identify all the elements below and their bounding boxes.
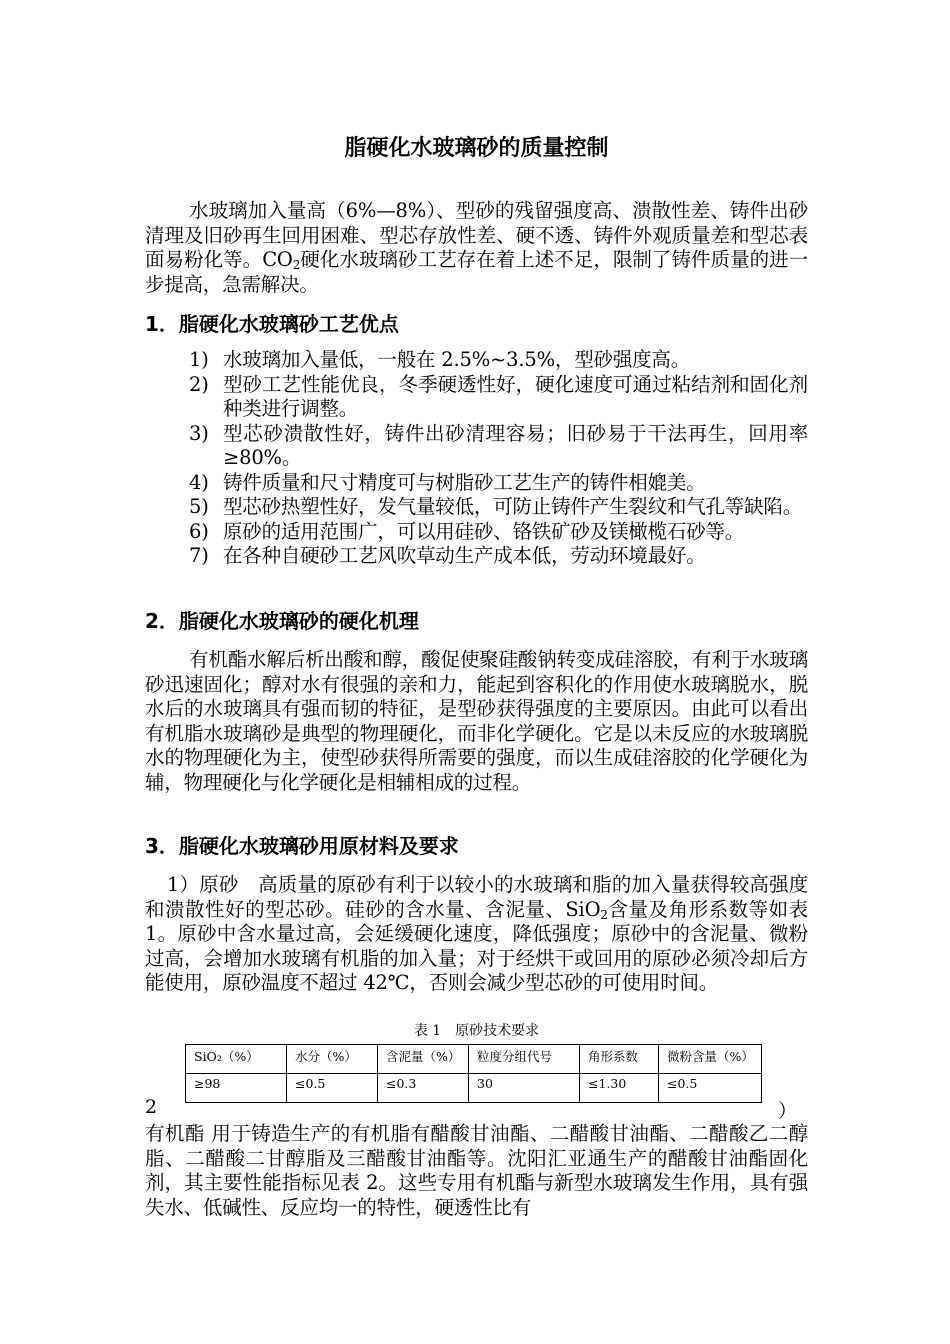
list-item-text: 原砂的适用范围广，可以用硅砂、铬铁矿砂及镁橄榄石砂等。 (223, 519, 745, 543)
list-item (145, 422, 808, 471)
table-caption: 表 1 原砂技术要求 (413, 1023, 540, 1039)
table-cell: ≤0.5 (287, 1074, 378, 1103)
section1-heading: 1．脂硬化水玻璃砂工艺优点 (145, 312, 399, 336)
section1-list (145, 348, 808, 569)
list-item (145, 520, 808, 545)
table-cell: ≤0.5 (659, 1074, 762, 1103)
table-header-cell: 含泥量（%） (378, 1045, 469, 1074)
list-item-text: 型砂工艺性能优良，冬季硬透性好，硬化速度可通过粘结剂和固化剂种类进行调整。 (223, 372, 808, 420)
table-header-cell: 微粉含量（%） (659, 1045, 762, 1074)
section3-heading: 3．脂硬化水玻璃砂用原材料及要求 (145, 834, 459, 858)
table-cell: ≤0.3 (378, 1074, 469, 1103)
list-item-number: 2) (189, 372, 209, 396)
list-item-number: 6) (189, 519, 209, 543)
section3-paragraph-1 (145, 873, 808, 996)
table-header-cell: 角形系数 (580, 1045, 659, 1074)
list-item (145, 348, 808, 373)
table-header-cell: 粒度分组代号 (469, 1045, 580, 1074)
item-number-left: 2 (145, 1096, 158, 1118)
table-cell: ≤1.30 (580, 1074, 659, 1103)
list-item-number: 7) (189, 544, 209, 567)
document-title: 脂硬化水玻璃砂的质量控制 (344, 136, 609, 161)
section2-paragraph: 有机酯水解后析出酸和醇，酸促使聚硅酸钠转变成硅溶胶，有利于水玻璃砂迅速固化；醇对水有很强的亲和力，能起到容积化的作用使水玻璃脱水，脱水后的水玻璃具有强而韧的特征，是型砂获得强度的主要原因。由此可以看出有机脂水玻璃砂是典型的物理硬化，而非化学硬化。它是以未反应的水玻璃脱水的物理硬化为主，使型砂获得所需要的强度，而以生成硅溶胶的化学硬化为辅，物理硬化与化学硬化是相辅相成的过程。 (145, 648, 808, 794)
p1-tail: 含量及角形系数等如表 1。原砂中含水量过高，会延缓硬化速度，降低强度；原砂中的含泥量、微粉过高，会增加水玻璃有机脂的加入量；对于经烘干或回用的原砂必须冷却后方能使用，原砂温度不超过 42℃，否则会减少型芯砂的可使用时间。 (145, 897, 808, 994)
item-number-right: ） (778, 1100, 798, 1122)
section3-paragraph-2: 有机酯 用于铸造生产的有机脂有醋酸甘油酯、二醋酸甘油酯、二醋酸乙二醇脂、二醋酸二甘醇脂及三醋酸甘油酯等。沈阳汇亚通生产的醋酸甘油酯固化剂，其主要性能指标见表 2。这些专用有机酯与新型水玻璃发生作用，具有强失水、低碱性、反应均一的特性，硬透性比有 (145, 1122, 808, 1219)
list-item (145, 373, 808, 422)
list-item-text: 水玻璃加入量低，一般在 2.5%~3.5%，型砂强度高。 (223, 348, 691, 371)
section2-heading: 2．脂硬化水玻璃砂的硬化机理 (145, 609, 419, 633)
intro-paragraph (145, 199, 808, 297)
intro-co-subscript: 2 (292, 258, 301, 272)
p1-head: 1）原砂 高质量的原砂有利于以较小的水玻璃和脂的加入量获得较高强度和溃散性好的型芯砂。硅砂的含水量、含泥量、SiO (145, 873, 808, 921)
list-item-text: 在各种自硬砂工艺风吹草动生产成本低，劳动环境最好。 (223, 544, 706, 567)
table-row (186, 1074, 762, 1103)
table-header-cell: SiO₂（%） (186, 1045, 287, 1074)
sand-requirements-table (185, 1044, 762, 1103)
table-cell: 30 (469, 1074, 580, 1103)
intro-tail: 硬化水玻璃砂工艺存在着上述不足，限制了铸件质量的进一步提高，急需解决。 (145, 248, 808, 296)
intro-text: 水玻璃加入量高（6%—8%）、型砂的残留强度高、溃散性差、铸件出砂清理及旧砂再生回用困难、型芯存放性差、硬不透、铸件外观质量差和型芯表面易粉化等。 (145, 199, 808, 271)
list-item-number: 4) (189, 470, 209, 494)
sio2-subscript: 2 (600, 907, 608, 922)
intro-co: CO (262, 248, 293, 271)
table-header-cell: 水分（%） (287, 1045, 378, 1074)
list-item-text: 型芯砂溃散性好，铸件出砂清理容易；旧砂易于干法再生，回用率≥80%。 (223, 421, 808, 469)
list-item (145, 544, 808, 569)
table-header-row (186, 1045, 762, 1074)
list-item-text: 型芯砂热塑性好，发气量较低，可防止铸件产生裂纹和气孔等缺陷。 (223, 495, 803, 518)
list-item-text: 铸件质量和尺寸精度可与树脂砂工艺生产的铸件相媲美。 (223, 470, 706, 494)
table-cell: ≥98 (186, 1074, 287, 1103)
list-item (145, 471, 808, 496)
list-item (145, 495, 808, 520)
list-item-number: 1) (189, 348, 209, 371)
list-item-number: 5) (189, 495, 209, 518)
list-item-number: 3) (189, 421, 209, 445)
